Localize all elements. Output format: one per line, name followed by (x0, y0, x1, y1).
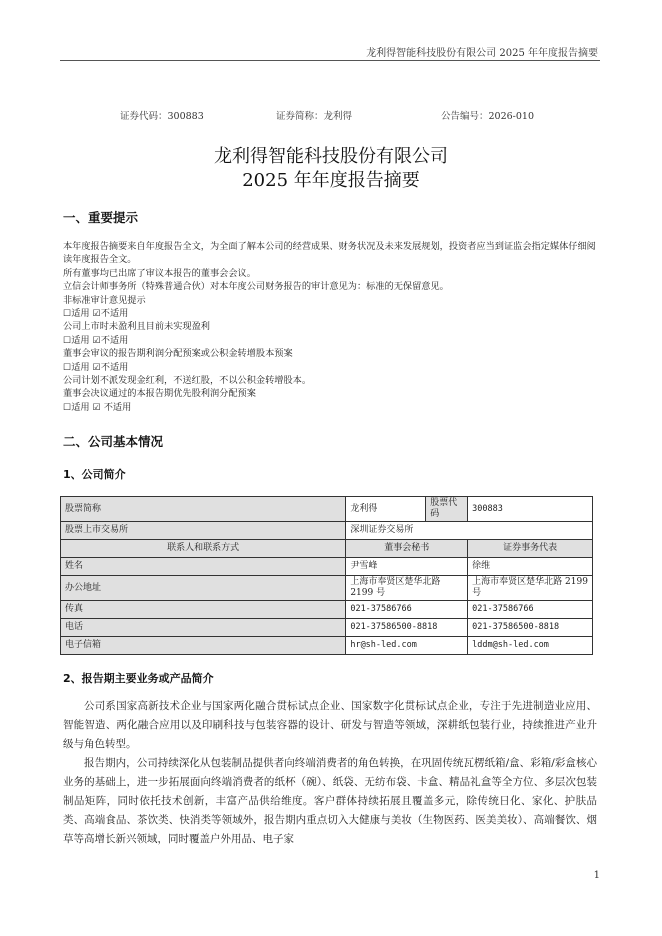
table-label: 股票上市交易所 (61, 522, 346, 540)
table-cell: 徐维 (468, 558, 593, 576)
table-cell: 上海市奉贤区楚华北路 2199 号 (346, 576, 468, 601)
table-cell: 深圳证券交易所 (346, 522, 593, 540)
table-cell: 尹雪峰 (346, 558, 468, 576)
email-link[interactable]: lddm@sh-led.com (468, 637, 593, 655)
paragraph: 报告期内，公司持续深化从包装制品提供者向终端消费者的角色转换，在巩固传统瓦楞纸箱/盒、彩箱/彩盒核心业务的基础上，进一步拓展面向终端消费者的纸杯（碗）、纸袋、无纺布袋、卡盒、精品礼盒等全方位、多层次包装制品矩阵，同时依托技术创新，丰富产品供给维度。客户群体持续拓展且覆盖多元，除传统日化、家化、护肤品类、高端食品、茶饮类、快消类等领域外，报告期内重点切入大健康与美妆（生物医药、医美美妆）、高端餐饮、烟草等高增长新兴领域，同时覆盖户外用品、电子家 (63, 757, 597, 845)
table-label: 姓名 (61, 558, 346, 576)
table-cell: 上海市奉贤区楚华北路 2199 号 (468, 576, 593, 601)
stock-short-name: 证券简称：龙利得 (276, 111, 353, 122)
table-row (61, 522, 593, 540)
table-label: 电子信箱 (61, 637, 346, 655)
table-row (61, 497, 593, 522)
table-label: 电话 (61, 619, 346, 637)
page-number: 1 (593, 870, 600, 881)
checkbox-line: ☐适用 ☑不适用 (63, 361, 129, 373)
table-header: 证券事务代表 (468, 540, 593, 558)
note-line: 董事会审议的报告期利润分配预案或公积金转增股本预案 (63, 348, 293, 360)
table-cell: 021-37586500-8818 (468, 619, 593, 637)
table-label: 股票简称 (61, 497, 346, 522)
table-header: 联系人和联系方式 (61, 540, 346, 558)
table-cell: 021-37586500-8818 (346, 619, 468, 637)
table-row (61, 558, 593, 576)
table-label: 股票代码 (426, 497, 468, 522)
stock-code: 证券代码：300883 (120, 111, 204, 122)
business-description (63, 697, 597, 849)
company-title: 龙利得智能科技股份有限公司 (214, 146, 448, 167)
paragraph: 公司系国家高新技术企业与国家两化融合贯标试点企业、国家数字化贯标试点企业，专注于先进制造业应用、智能智造、两化融合应用以及印刷科技与包装容器的设计、研发与智造等领域，深耕纸包装行业，持续推进产业升级与角色转型。 (63, 700, 597, 750)
table-label: 传真 (61, 601, 346, 619)
company-profile-table (60, 496, 593, 655)
checkbox-line: ☐适用 ☑ 不适用 (63, 401, 132, 413)
note-line: 所有董事均已出席了审议本报告的董事会会议。 (63, 267, 256, 279)
note-line: 非标准审计意见提示 (63, 294, 146, 306)
checkbox-line: ☐适用 ☑不适用 (63, 308, 129, 320)
note-line: 本年度报告摘要来自年度报告全文，为全面了解本公司的经营成果、财务状况及未来发展规划，投资者应当到证监会指定媒体仔细阅读年度报告全文。 (63, 241, 596, 266)
table-cell: 300883 (468, 497, 593, 522)
table-row (61, 540, 593, 558)
report-title: 2025 年年度报告摘要 (242, 170, 420, 191)
section-heading-company-info: 二、公司基本情况 (63, 434, 164, 449)
note-line: 董事会决议通过的本报告期优先股利润分配预案 (63, 388, 256, 400)
subsection-main-business: 2、报告期主要业务或产品简介 (63, 672, 214, 685)
note-line: 公司计划不派发现金红利，不送红股，不以公积金转增股本。 (63, 375, 312, 387)
table-row (61, 576, 593, 601)
table-cell: 021-37586766 (346, 601, 468, 619)
subsection-company-profile: 1、公司简介 (63, 468, 126, 481)
section-heading-important: 一、重要提示 (63, 210, 139, 225)
table-row (61, 601, 593, 619)
table-row (61, 637, 593, 655)
table-row (61, 619, 593, 637)
table-cell: 021-37586766 (468, 601, 593, 619)
note-line: 立信会计师事务所（特殊普通合伙）对本年度公司财务报告的审计意见为：标准的无保留意见。 (63, 281, 449, 293)
email-link[interactable]: hr@sh-led.com (346, 637, 468, 655)
table-label: 办公地址 (61, 576, 346, 601)
table-cell: 龙利得 (346, 497, 426, 522)
note-line: 公司上市时未盈利且目前未实现盈利 (63, 321, 210, 333)
checkbox-line: ☐适用 ☑不适用 (63, 334, 129, 346)
table-header: 董事会秘书 (346, 540, 468, 558)
running-header: 龙利得智能科技股份有限公司 2025 年年度报告摘要 (366, 48, 598, 59)
notice-number: 公告编号：2026-010 (441, 111, 535, 122)
header-divider (60, 60, 600, 61)
important-notes (63, 240, 603, 414)
